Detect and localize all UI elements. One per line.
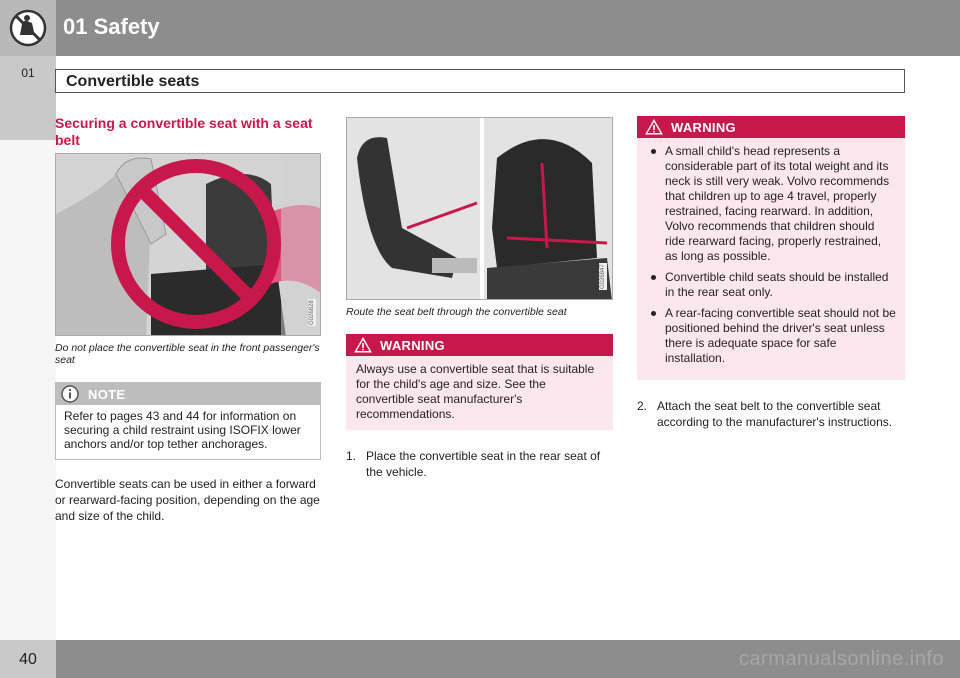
warning-text: Always use a convertible seat that is suitable for the child's age and size. See the convertible seat manufacturer's recommendations.: [356, 362, 595, 421]
figure-code: G026828: [309, 300, 315, 325]
section-title-bar: [55, 69, 905, 93]
warning-label: WARNING: [671, 120, 736, 135]
warning-body: [637, 138, 905, 380]
front-seat-illustration: [56, 154, 321, 336]
watermark: carmanualsonline.info: [738, 648, 944, 670]
step-number: 1.: [346, 449, 357, 463]
warning-triangle-icon: [645, 119, 663, 135]
column-left: [55, 115, 321, 524]
page-number: 40: [19, 651, 37, 668]
note-box: [55, 382, 321, 460]
page-footer: [0, 640, 960, 678]
chapter-icon-box: [0, 0, 56, 56]
figure-caption: Route the seat belt through the convertible seat: [346, 306, 567, 318]
warning-bullet-list: [647, 144, 897, 366]
warning-box: [346, 334, 613, 430]
front-seat-prohibited-figure: [55, 153, 321, 336]
no-airbag-child-seat-icon: [8, 8, 48, 48]
subsection-heading: Securing a convertible seat with a seat belt: [55, 115, 313, 148]
chapter-header: [0, 0, 960, 56]
seat-belt-routing-figure: [346, 117, 613, 300]
column-right: [637, 116, 905, 430]
warning-label: WARNING: [380, 338, 445, 353]
sidebar-spacer: [0, 140, 56, 640]
body-paragraph: Convertible seats can be used in either a forward or rearward-facing position, depending on the age and size of the child.: [55, 477, 320, 523]
figure-code: G026847: [600, 264, 606, 289]
page-number-box: [0, 640, 56, 678]
section-title: Convertible seats: [66, 73, 200, 90]
figure-caption: Do not place the convertible seat in the front passenger's seat: [55, 342, 320, 366]
warning-header: [346, 334, 613, 356]
convertible-seat-illustration: [347, 118, 613, 300]
note-label: NOTE: [88, 387, 126, 402]
warning-header: [637, 116, 905, 138]
bullet-item: A rear-facing convertible seat should not be positioned behind the driver's seat unless there is adequate space for safe installation.: [647, 306, 897, 366]
bullet-item: Convertible child seats should be installed in the rear seat only.: [647, 270, 897, 300]
note-header: [56, 383, 320, 405]
bullet-item: A small child's head represents a considerable part of its total weight and its neck is still very weak. Volvo recommends that children up to age 4 travel, properly restrained, facing rearward. In addition, Volvo recommends that children should ride rearward facing, properly restrained, as long as possible.: [647, 144, 897, 264]
warning-triangle-icon: [354, 337, 372, 353]
step-1: [346, 448, 613, 480]
column-middle: [346, 117, 613, 480]
chapter-tab-number: 01: [21, 66, 35, 80]
info-icon: [61, 385, 79, 403]
chapter-title: 01 Safety: [63, 14, 160, 39]
warning-box: [637, 116, 905, 380]
step-text: Attach the seat belt to the convertible seat according to the manufacturer's instructions.: [657, 399, 893, 429]
step-2: [637, 398, 905, 430]
note-text: Refer to pages 43 and 44 for information on securing a child restraint using ISOFIX lower anchors and/or top tether anchorages.: [64, 409, 301, 451]
step-number: 2.: [637, 399, 648, 413]
step-text: Place the convertible seat in the rear seat of the vehicle.: [366, 449, 601, 479]
